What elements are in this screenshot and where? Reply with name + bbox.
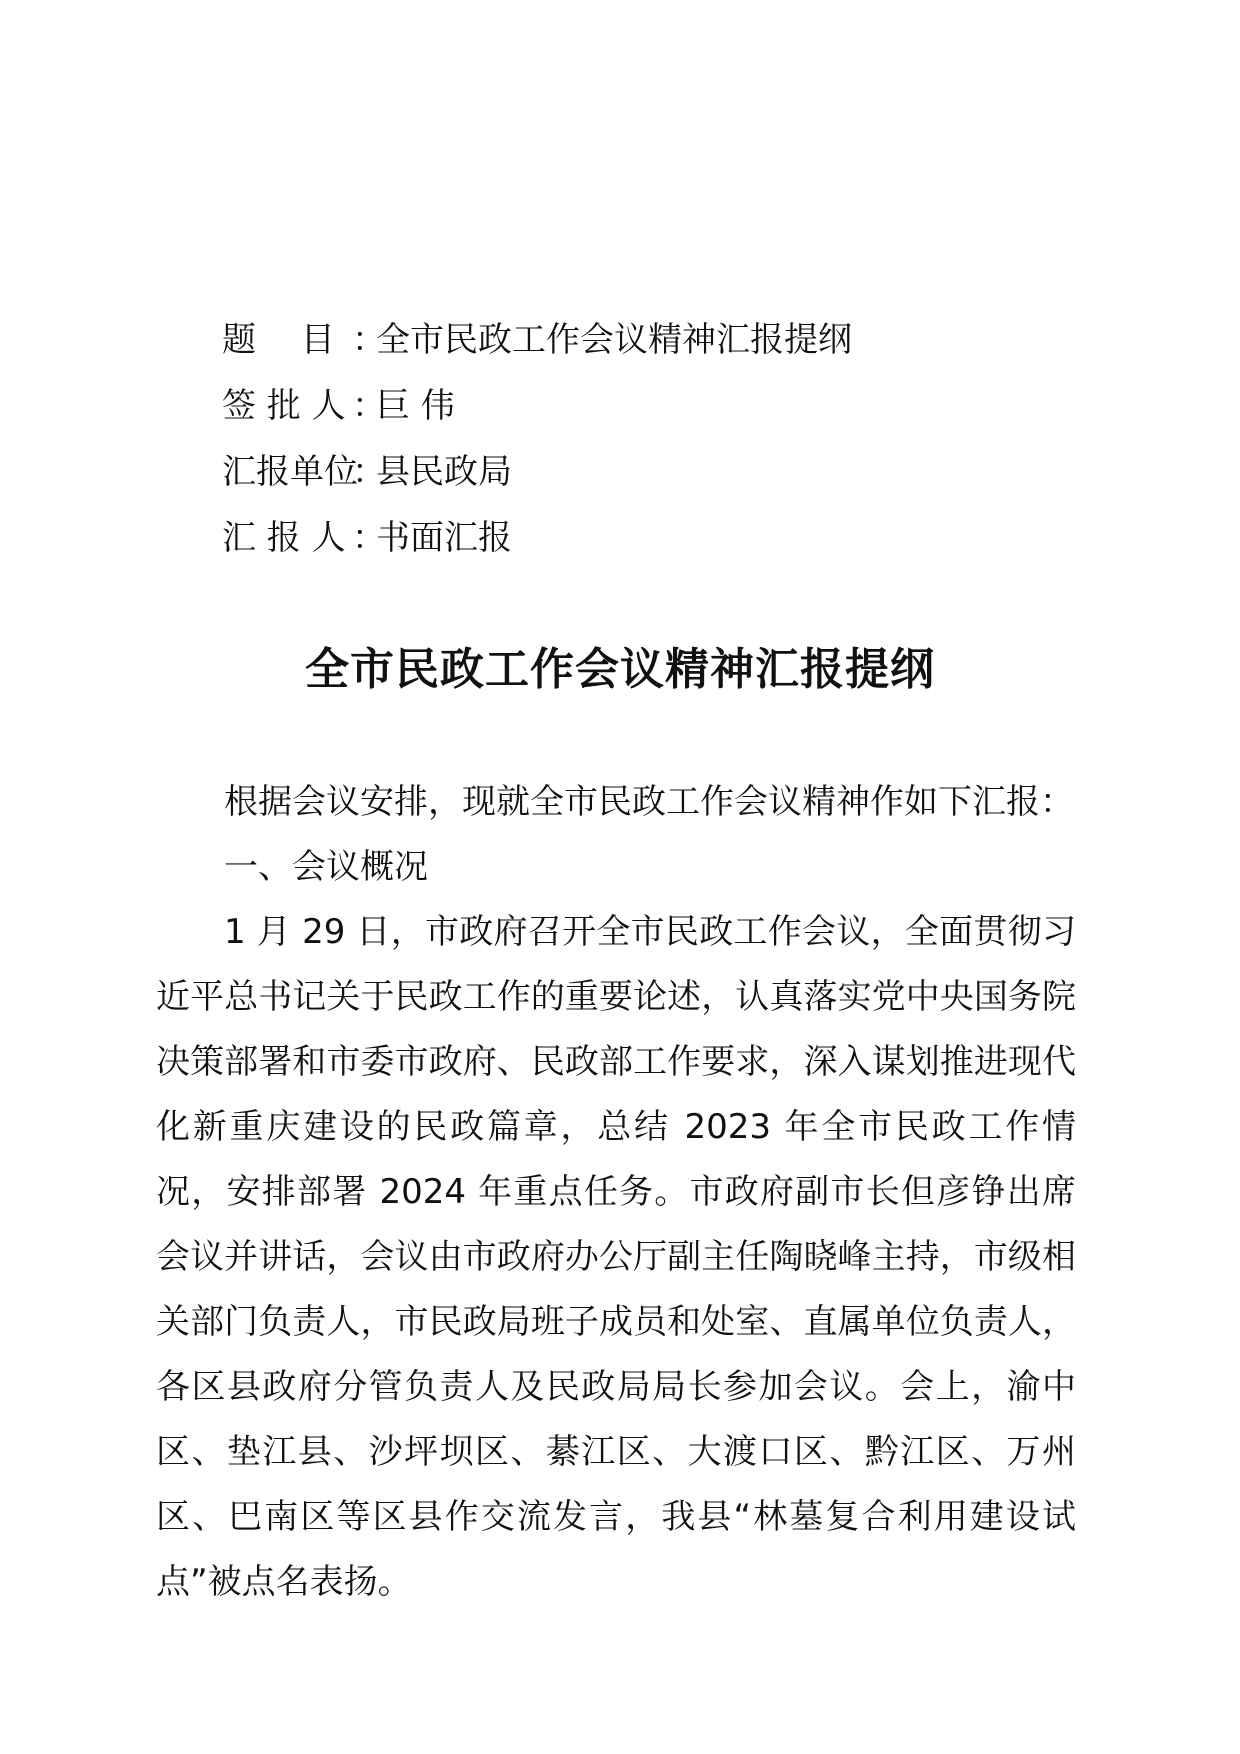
intro-paragraph: 根据会议安排，现就全市民政工作会议精神作如下汇报：: [224, 782, 1074, 822]
document-metadata: [222, 318, 852, 582]
topic-row: [222, 318, 852, 384]
unit-separator: ：: [352, 452, 386, 492]
section-paragraph: 1 月 29 日，市政府召开全市民政工作会议，全面贯彻习近平总书记关于民政工作的重要论述，认真落实党中央国务院决策部署和市委市政府、民政部工作要求，深入谋划推进现代化新重庆建设的民政篇章，总结 2023 年全市民政工作情况，安排部署 2024 年重点任务。市政府副市长但彦铮出席会议并讲话，会议由市政府办公厅副主任陶晓峰主持，市级相关部门负责人，市民政局班子成员和处室、直属单位负责人，各区县政府分管负责人及民政局局长参加会议。会上，渝中区、垫江县、沙坪坝区、綦江区、大渡口区、黔江区、万州区、巴南区等区县作交流发言，我县“林墓复合利用建设试点”被点名表扬。: [156, 912, 1076, 1602]
approver-label: 签 批 人: [222, 386, 346, 426]
reporter-row: [222, 516, 852, 582]
unit-label: 汇报单位: [222, 452, 358, 492]
topic-value: 全市民政工作会议精神汇报提纲: [376, 320, 852, 360]
reporter-separator: ：: [352, 518, 386, 558]
approver-separator: ：: [352, 386, 386, 426]
document-title: 全市民政工作会议精神汇报提纲: [305, 644, 935, 695]
topic-label: 题 目: [222, 320, 335, 360]
document-body: [156, 770, 1076, 1615]
reporter-label: 汇 报 人: [222, 518, 346, 558]
approver-value: 巨 伟: [376, 386, 455, 426]
section-heading: 一、会议概况: [224, 847, 428, 887]
unit-value: 县民政局: [376, 452, 512, 492]
unit-row: [222, 450, 852, 516]
reporter-value: 书面汇报: [376, 518, 512, 558]
approver-row: [222, 384, 852, 450]
topic-separator: ：: [352, 320, 386, 360]
